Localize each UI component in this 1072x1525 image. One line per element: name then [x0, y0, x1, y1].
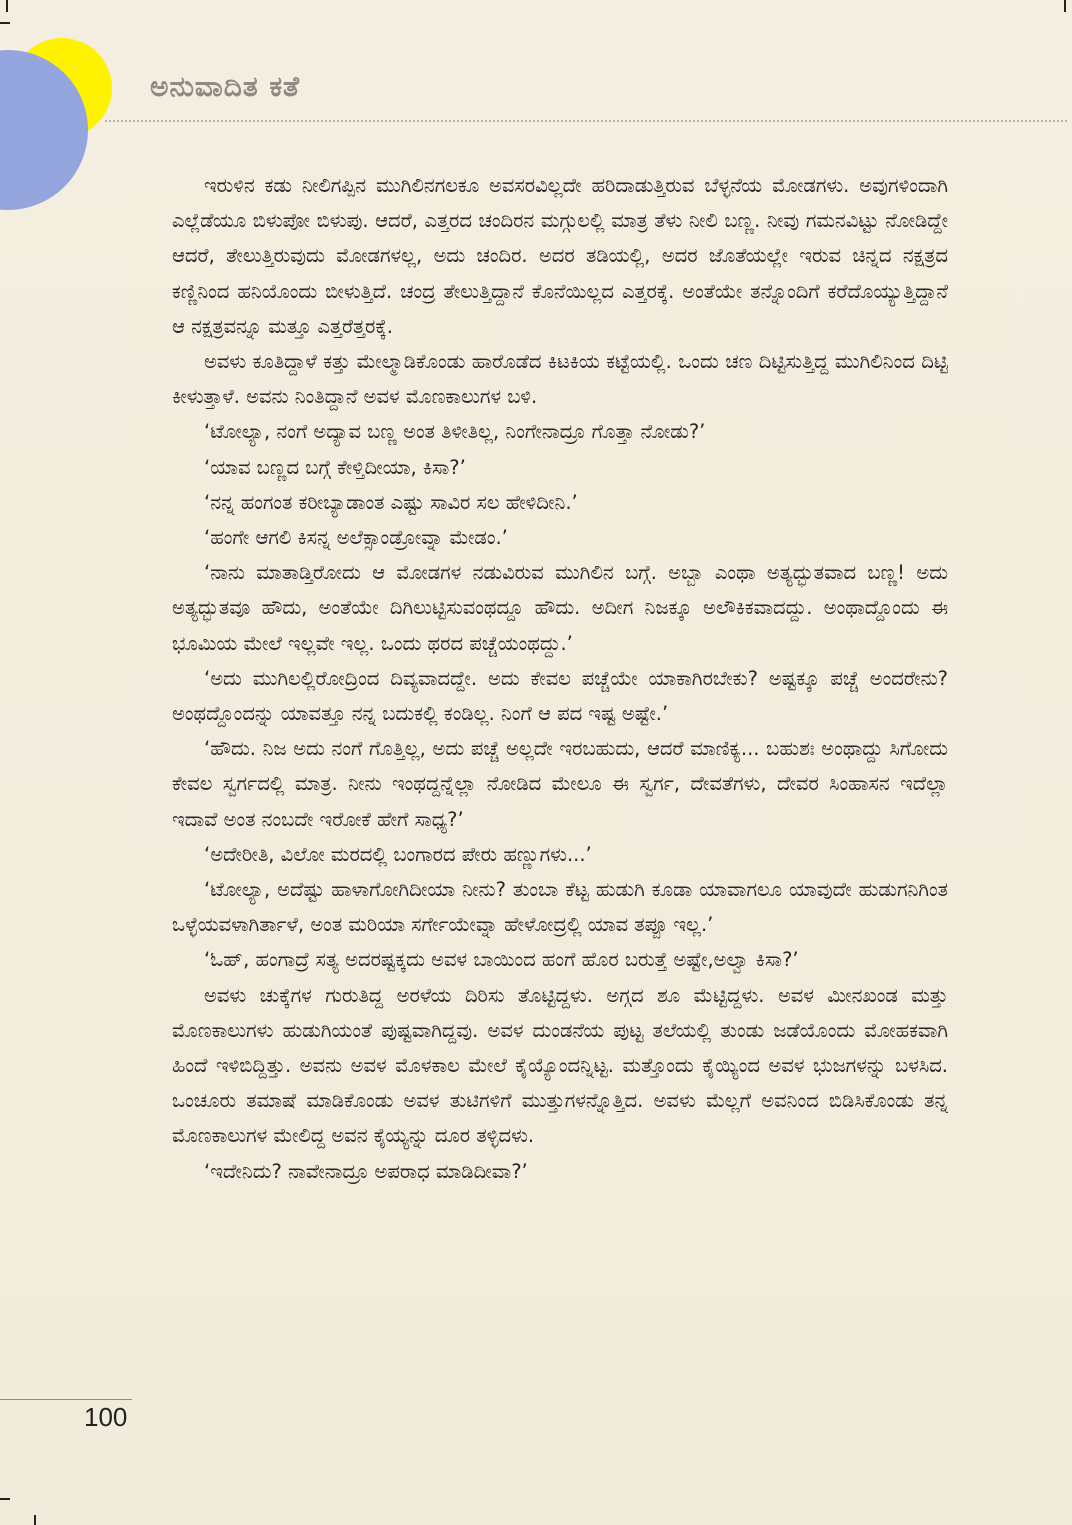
crop-mark-left-lower — [0, 1498, 10, 1500]
crop-mark-top-right — [1064, 0, 1066, 12]
dialogue-line: ‘ನನ್ನ ಹಂಗಂತ ಕರೀಬ್ಯಾಡಾಂತ ಎಷ್ಟು ಸಾವಿರ ಸಲ ಹೇಳಿದೀನಿ.’ — [204, 490, 578, 514]
dialogue-line: ‘ಓಹ್, ಹಂಗಾದ್ರೆ ಸತ್ಯ ಅದರಷ್ಟಕ್ಕದು ಅವಳ ಬಾಯಿಂದ ಹಂಗೆ ಹೊರ ಬರುತ್ತೆ ಅಷ್ಟೇ,ಅಲ್ವಾ ಕಿಸಾ?’ — [204, 948, 799, 972]
decorative-circles — [0, 0, 140, 210]
dialogue-line: ‘ಟೋಲ್ಯಾ, ನಂಗೆ ಅದ್ಯಾವ ಬಣ್ಣ ಅಂತ ತಿಳೀತಿಲ್ಲ, ನಿಂಗೇನಾದ್ರೂ ಗೊತ್ತಾ ನೋಡು?’ — [204, 420, 706, 444]
dialogue-line: ‘ಇದೇನಿದು? ನಾವೇನಾದ್ರೂ ಅಪರಾಧ ಮಾಡಿದೀವಾ?’ — [204, 1159, 528, 1183]
dialogue-line: ‘ಹೌದು. ನಿಜ ಅದು ನಂಗೆ ಗೊತ್ತಿಲ್ಲ, ಅದು ಪಚ್ಚೆ ಅಲ್ಲದೇ ಇರಬಹುದು, ಆದರೆ ಮಾಣಿಕ್ಯ... ಬಹುಶಃ ಅಂಥಾದ್ದು ಸಿಗೋದು ಕೇವಲ ಸ್ವರ್ಗದಲ್ಲಿ ಮಾತ್ರ. ನೀನು ಇಂಥದ್ದನ್ನೆಲ್ಲಾ ನೋಡಿದ ಮೇಲೂ ಈ ಸ್ವರ್ಗ, ದೇವತೆಗಳು, ದೇವರ ಸಿಂಹಾಸನ ಇದೆಲ್ಲಾ ಇದಾವೆ ಅಂತ ನಂಬದೇ ಇರೋಕೆ ಹೇಗೆ ಸಾಧ್ಯ?’ — [172, 737, 948, 831]
title-divider — [105, 120, 1067, 122]
dialogue-line: ‘ಅದೇರೀತಿ, ವಿಲೋ ಮರದಲ್ಲಿ ಬಂಗಾರದ ಪೇರು ಹಣ್ಣುಗಳು...’ — [204, 842, 592, 866]
dialogue-line: ‘ಹಂಗೇ ಆಗಲಿ ಕಿಸನ್ನ ಅಲೆಕ್ಸಾಂಡ್ರೋವ್ನಾ ಮೇಡಂ.’ — [204, 526, 508, 550]
dialogue-line: ‘ಅದು ಮುಗಿಲಲ್ಲಿರೋದ್ರಿಂದ ದಿವ್ಯವಾದದ್ದೇ. ಅದು ಕೇವಲ ಪಚ್ಚೆಯೇ ಯಾಕಾಗಿರಬೇಕು? ಅಷ್ಟಕ್ಕೂ ಪಚ್ಚೆ ಅಂದರೇನು? ಅಂಥದ್ದೊಂದನ್ನು ಯಾವತ್ತೂ ನನ್ನ ಬದುಕಲ್ಲಿ ಕಂಡಿಲ್ಲ. ನಿಂಗೆ ಆ ಪದ ಇಷ್ಟ ಅಷ್ಟೇ.’ — [172, 666, 948, 726]
paragraph: ಇರುಳಿನ ಕಡು ನೀಲಿಗಪ್ಪಿನ ಮುಗಿಲಿನಗಲಕೂ ಅವಸರವಿಲ್ಲದೇ ಹರಿದಾಡುತ್ತಿರುವ ಬೆಳ್ಳನೆಯ ಮೋಡಗಳು. ಅವುಗಳಿಂದಾಗಿ ಎಲ್ಲೆಡೆಯೂ ಬಿಳುಪೋ ಬಿಳುಪು. ಆದರೆ, ಎತ್ತರದ ಚಂದಿರನ ಮಗ್ಗುಲಲ್ಲಿ ಮಾತ್ರ ತೆಳು ನೀಲಿ ಬಣ್ಣ. ನೀವು ಗಮನವಿಟ್ಟು ನೋಡಿದ್ದೇ ಆದರೆ, ತೇಲುತ್ತಿರುವುದು ಮೋಡಗಳಲ್ಲ, ಅದು ಚಂದಿರ. ಅದರ ತಡಿಯಲ್ಲಿ, ಅದರ ಜೊತೆಯಲ್ಲೇ ಇರುವ ಚಿನ್ನದ ನಕ್ಷತ್ರದ ಕಣ್ಣಿನಿಂದ ಹನಿಯೊಂದು ಬೀಳುತ್ತಿದೆ. ಚಂದ್ರ ತೇಲುತ್ತಿದ್ದಾನೆ ಕೊನೆಯಿಲ್ಲದ ಎತ್ತರಕ್ಕೆ. ಅಂತೆಯೇ ತನ್ನೊಂದಿಗೆ ಕರೆದೊಯ್ಯುತ್ತಿದ್ದಾನೆ ಆ ನಕ್ಷತ್ರವನ್ನೂ ಮತ್ತೂ ಎತ್ತರೆತ್ತರಕ್ಕೆ. — [172, 174, 948, 338]
section-title: ಅನುವಾದಿತ ಕತೆ — [150, 70, 301, 103]
dialogue-line: ‘ಯಾವ ಬಣ್ಣದ ಬಗ್ಗೆ ಕೇಳ್ತಿದೀಯಾ, ಕಿಸಾ?’ — [204, 455, 466, 479]
dialogue-line: ‘ಟೋಲ್ಯಾ, ಅದೆಷ್ಟು ಹಾಳಾಗೋಗಿದೀಯಾ ನೀನು? ತುಂಬಾ ಕೆಟ್ಟ ಹುಡುಗಿ ಕೂಡಾ ಯಾವಾಗಲೂ ಯಾವುದೇ ಹುಡುಗನಿಗಿಂತ ಒಳ್ಳೆಯವಳಾಗಿರ್ತಾಳೆ, ಅಂತ ಮರಿಯಾ ಸರ್ಗೇಯೇವ್ನಾ ಹೇಳೋದ್ರಲ್ಲಿ ಯಾವ ತಪ್ಪೂ ಇಲ್ಲ.’ — [172, 878, 948, 937]
dialogue-line: ‘ನಾನು ಮಾತಾಡ್ತಿರೋದು ಆ ಮೋಡಗಳ ನಡುವಿರುವ ಮುಗಿಲಿನ ಬಗ್ಗೆ. ಅಬ್ಬಾ ಎಂಥಾ ಅತ್ಯದ್ಭುತವಾದ ಬಣ್ಣ! ಅದು ಅತ್ಯದ್ಭುತವೂ ಹೌದು, ಅಂತೆಯೇ ದಿಗಿಲುಟ್ಟಿಸುವಂಥದ್ದೂ ಹೌದು. ಅದೀಗ ನಿಜಕ್ಕೂ ಅಲೌಕಿಕವಾದದ್ದು. ಅಂಥಾದ್ದೊಂದು ಈ ಭೂಮಿಯ ಮೇಲೆ ಇಲ್ಲವೇ ಇಲ್ಲ. ಒಂದು ಥರದ ಪಚ್ಚೆಯಂಥದ್ದು.’ — [172, 561, 948, 655]
paragraph: ಅವಳು ಚುಕ್ಕೆಗಳ ಗುರುತಿದ್ದ ಅರಳೆಯ ದಿರಿಸು ತೊಟ್ಟಿದ್ದಳು. ಅಗ್ಗದ ಶೂ ಮೆಟ್ಟಿದ್ದಳು. ಅವಳ ಮೀನಖಂಡ ಮತ್ತು ಮೊಣಕಾಲುಗಳು ಹುಡುಗಿಯಂತೆ ಪುಷ್ಟವಾಗಿದ್ದವು. ಅವಳ ದುಂಡನೆಯ ಪುಟ್ಟ ತಲೆಯಲ್ಲಿ ತುಂಡು ಜಡೆಯೊಂದು ಮೋಹಕವಾಗಿ ಹಿಂದೆ ಇಳಿಬಿದ್ದಿತ್ತು. ಅವನು ಅವಳ ಮೊಳಕಾಲ ಮೇಲೆ ಕೈಯ್ಯೊಂದನ್ನಿಟ್ಟ. ಮತ್ತೊಂದು ಕೈಯ್ಯಿಂದ ಅವಳ ಭುಜಗಳನ್ನು ಬಳಸಿದ. ಒಂಚೂರು ತಮಾಷೆ ಮಾಡಿಕೊಂಡು ಅವಳ ತುಟಿಗಳಿಗೆ ಮುತ್ತುಗಳನ್ನೊತ್ತಿದ. ಅವಳು ಮೆಲ್ಲಗೆ ಅವನಿಂದ ಬಿಡಿಸಿಕೊಂಡು ತನ್ನ ಮೊಣಕಾಲುಗಳ ಮೇಲಿದ್ದ ಅವನ ಕೈಯ್ಯನ್ನು ದೂರ ತಳ್ಳಿದಳು. — [172, 983, 948, 1148]
crop-mark-bottom-left — [34, 1515, 36, 1525]
page-number: 100 — [84, 1402, 128, 1432]
story-body — [172, 168, 948, 1189]
footer-divider — [0, 1399, 132, 1400]
paragraph: ಅವಳು ಕೂತಿದ್ದಾಳೆ ಕತ್ತು ಮೇಲ್ಮಾಡಿಕೊಂಡು ಹಾರೊಡೆದ ಕಿಟಕಿಯ ಕಟ್ಟೆಯಲ್ಲಿ. ಒಂದು ಚಣ ದಿಟ್ಟಿಸುತ್ತಿದ್ದ ಮುಗಿಲಿನಿಂದ ದಿಟ್ಟಿ ಕೀಳುತ್ತಾಳೆ. ಅವನು ನಿಂತಿದ್ದಾನೆ ಅವಳ ಮೊಣಕಾಲುಗಳ ಬಳಿ. — [172, 350, 948, 409]
